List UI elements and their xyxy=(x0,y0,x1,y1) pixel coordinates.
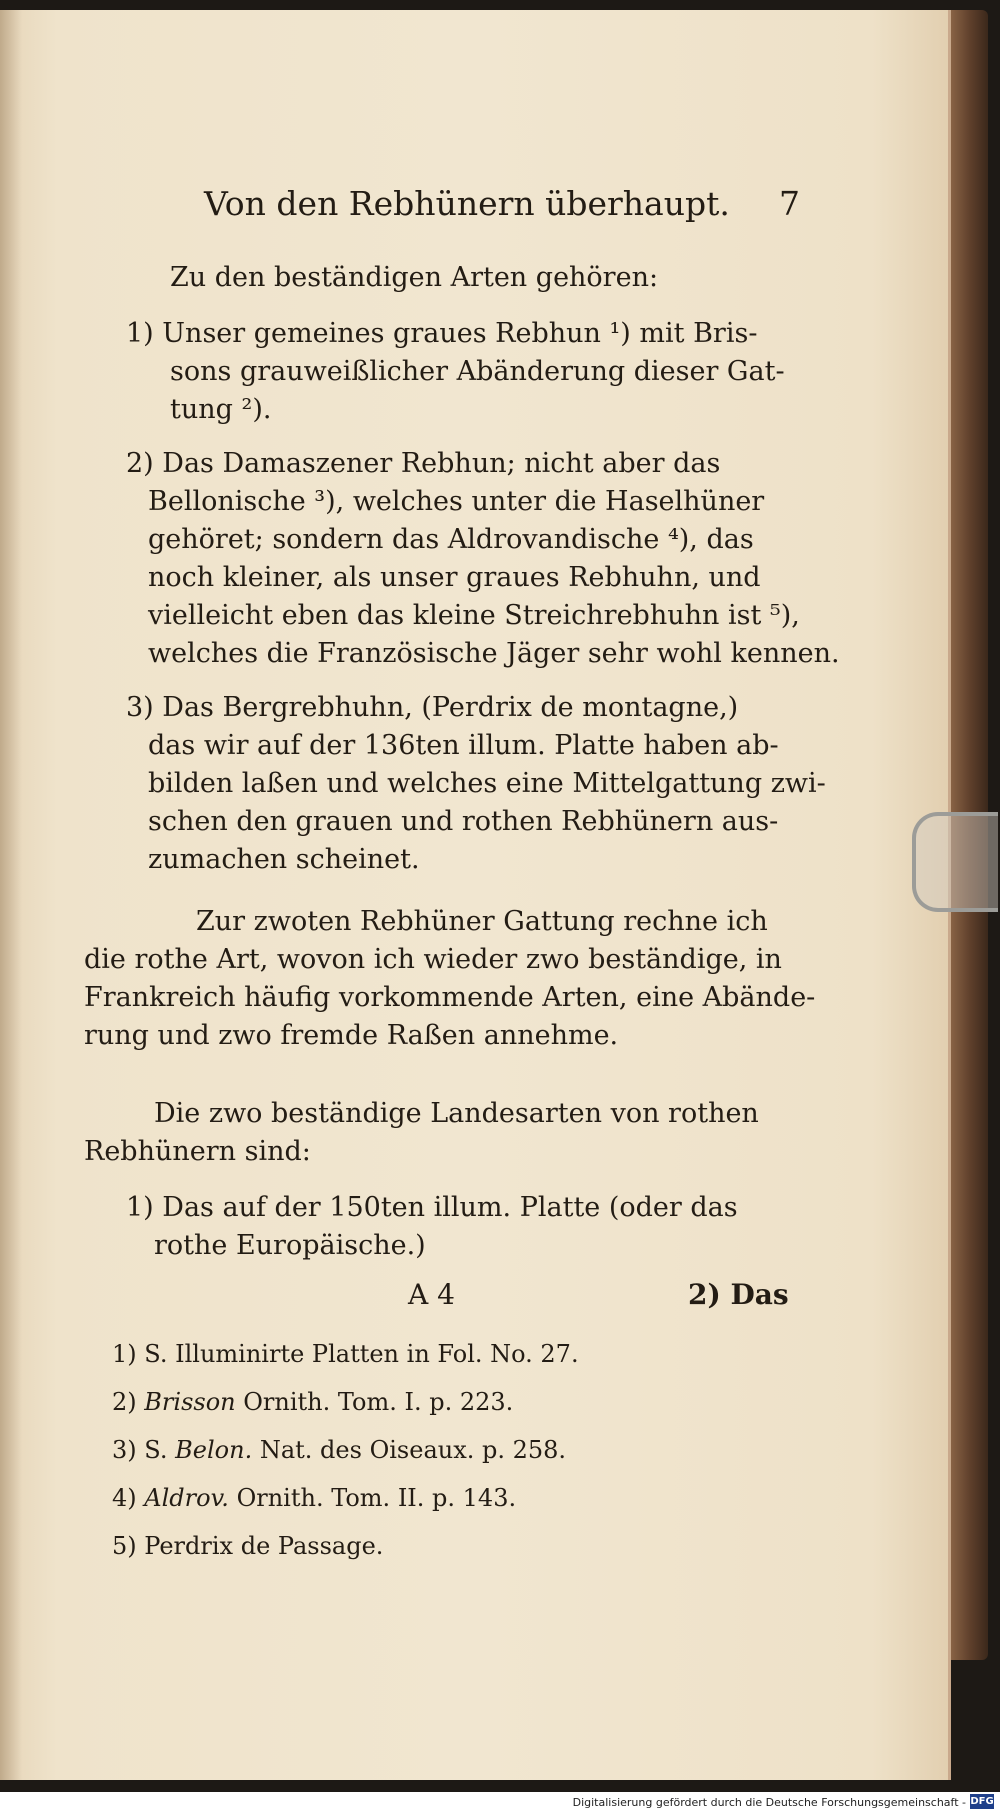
text-line: gehöret; sondern das Aldrovandische ⁴), das xyxy=(148,524,754,555)
text-line: das wir auf der 136ten illum. Platte haben ab- xyxy=(148,730,779,761)
footnote-text: Ornith. Tom. II. p. 143. xyxy=(236,1484,517,1512)
text-line: tung ²). xyxy=(170,394,272,425)
footnote xyxy=(112,1532,383,1560)
text-line: Die zwo beständige Landesarten von rothen xyxy=(154,1098,759,1129)
text-line: 1) Unser gemeines graues Rebhun ¹) mit Bris- xyxy=(126,318,758,349)
footnote-author: Aldrov. xyxy=(144,1484,229,1512)
footnote-number: 3) xyxy=(112,1436,137,1464)
footnote-prefix: S. xyxy=(144,1436,168,1464)
digitization-credit: Digitalisierung gefördert durch die Deutsche Forschungsgemeinschaft - xyxy=(572,1796,966,1809)
text-line: vielleicht eben das kleine Streichrebhuhn ist ⁵), xyxy=(148,600,800,631)
bookmark-clip xyxy=(912,812,998,912)
text-line: 3) Das Bergrebhuhn, (Perdrix de montagne,) xyxy=(126,692,739,723)
page-gutter-shadow xyxy=(0,10,22,1780)
text-line: noch kleiner, als unser graues Rebhuhn, und xyxy=(148,562,761,593)
signature-mark: A 4 xyxy=(408,1278,455,1311)
text-line: bilden laßen und welches eine Mittelgattung zwi- xyxy=(148,768,826,799)
text-line: die rothe Art, wovon ich wieder zwo beständige, in xyxy=(84,944,782,975)
footnote-number: 2) xyxy=(112,1388,137,1416)
footnote-author: Belon. xyxy=(175,1436,253,1464)
footnote-author: Brisson xyxy=(144,1388,236,1416)
text-line: 2) Das Damaszener Rebhun; nicht aber das xyxy=(126,448,721,479)
text-line: Bellonische ³), welches unter die Haselhüner xyxy=(148,486,765,517)
text-line: rung und zwo fremde Raßen annehme. xyxy=(84,1020,619,1051)
text-line: zumachen scheinet. xyxy=(148,844,420,875)
text-line: schen den grauen und rothen Rebhünern aus- xyxy=(148,806,779,837)
footnote-text: S. Illuminirte Platten in Fol. No. 27. xyxy=(144,1340,579,1368)
footnote-text: Nat. des Oiseaux. p. 258. xyxy=(259,1436,567,1464)
running-title: Von den Rebhünern überhaupt. xyxy=(204,184,730,223)
text-line: welches die Französische Jäger sehr wohl kennen. xyxy=(148,638,840,669)
text-line: Rebhünern sind: xyxy=(84,1136,311,1167)
text-line: 1) Das auf der 150ten illum. Platte (oder das xyxy=(126,1192,738,1223)
catchword: 2) Das xyxy=(688,1278,789,1311)
dfg-logo: DFG xyxy=(970,1796,994,1807)
footnote xyxy=(112,1340,579,1368)
text-line: Frankreich häufig vorkommende Arten, eine Abände- xyxy=(84,982,816,1013)
footnote-number: 4) xyxy=(112,1484,137,1512)
text-line: rothe Europäische.) xyxy=(154,1230,426,1261)
footnote-text: Ornith. Tom. I. p. 223. xyxy=(243,1388,514,1416)
text-line: Zur zwoten Rebhüner Gattung rechne ich xyxy=(196,906,768,937)
text-line: Zu den beständigen Arten gehören: xyxy=(170,262,659,293)
footnote xyxy=(112,1388,513,1416)
footnote xyxy=(112,1484,516,1512)
text-line: sons grauweißlicher Abänderung dieser Gat- xyxy=(170,356,785,387)
footnote-number: 1) xyxy=(112,1340,137,1368)
footnote-text: Perdrix de Passage. xyxy=(144,1532,384,1560)
page-number: 7 xyxy=(779,184,800,223)
footnote-number: 5) xyxy=(112,1532,137,1560)
footnote xyxy=(112,1436,566,1464)
